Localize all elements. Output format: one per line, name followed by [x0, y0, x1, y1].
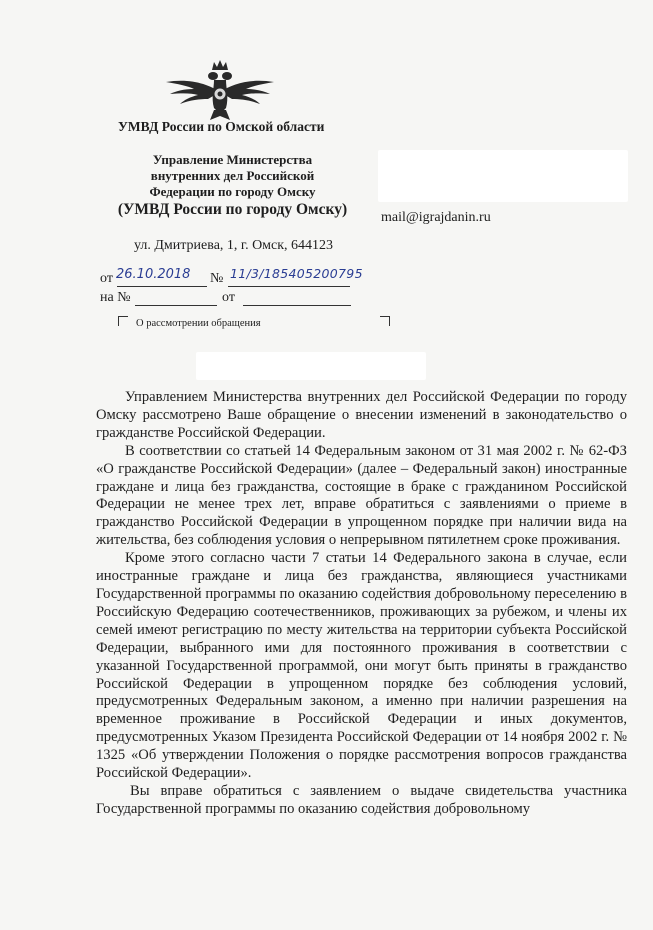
subject-block: [118, 316, 390, 334]
recipient-email: mail@igrajdanin.ru: [381, 210, 491, 225]
department-block: [95, 152, 370, 219]
department-line: Федерации по городу Омску: [149, 184, 316, 199]
department-line: Управление Министерства: [152, 152, 313, 167]
number-underline: [228, 286, 350, 287]
department-line: внутренних дел Российской: [150, 168, 315, 183]
reply-date-underline: [243, 305, 351, 306]
body-paragraph: Управлением Министерства внутренних дел Российской Федерации по городу Омску рассмотрено Ваше обращение о внесении изменений в законодательство о гражданстве Российской Федерации.: [96, 389, 627, 441]
label-from: от: [100, 271, 113, 286]
department-abbreviation: (УМВД России по городу Омску): [117, 201, 348, 218]
handwritten-date: 26.10.2018: [116, 267, 191, 282]
body-paragraph: Кроме этого согласно части 7 статьи 14 Федерального закона в случае, если иностранные граждане и лица без гражданства, являющиеся участниками Государственной программы по оказанию содействия добровольному переселению в Российскую Федерацию соотечественников, проживающих за рубежом, и члены их семей имеют регистрацию по месту жительства на территории субъекта Российской Федерации, выбранного ими для постоянного проживания в соответствии с указанной Государственной программой, они могут быть приняты в гражданство Российской Федерации в упрощенном порядке без соблюдения условий, предусмотренных Федеральным законом, а именно при наличии разрешения на временное проживание в Российской Федерации и иных документов, предусмотренных Указом Президента Российской Федерации от 14 ноября 2002 г. № 1325 «Об утверждении Положения о порядке рассмотрения вопросов гражданства Российской Федерации».: [96, 550, 627, 782]
letter-body: [96, 389, 627, 819]
redacted-recipient-area: [378, 150, 628, 202]
label-from-2: от: [222, 290, 235, 305]
body-paragraph: Вы вправе обратиться с заявлением о выдаче свидетельства участника Государственной программы по оказанию содействия добровольному: [96, 782, 627, 817]
label-on-number: на №: [100, 290, 131, 305]
date-underline: [117, 286, 207, 287]
label-number: №: [210, 271, 224, 286]
organization-name: УМВД России по Омской области: [118, 119, 325, 134]
subject-line: О рассмотрении обращения: [136, 318, 261, 329]
reply-number-underline: [135, 305, 217, 306]
sender-address: ул. Дмитриева, 1, г. Омск, 644123: [134, 238, 334, 253]
subject-corner-left: [118, 316, 128, 326]
body-paragraph: В соответствии со статьей 14 Федеральным законом от 31 мая 2002 г. № 62-ФЗ «О гражданстве Российской Федерации» (далее – Федеральный закон) иностранные граждане и лица без гражданства, состоящие в браке с гражданином Российской Федерации не менее трех лет, вправе обратиться с заявлениями о приеме в гражданство Российской Федерации в упрощенном порядке при наличии вида на жительства, без соблюдения условия о непрерывном пятилетнем сроке проживания.: [96, 442, 627, 549]
double-headed-eagle-emblem-icon: [164, 58, 276, 124]
redacted-salutation: [196, 352, 426, 380]
subject-corner-right: [380, 316, 390, 326]
handwritten-number: 11/3/185405200795: [230, 266, 363, 281]
